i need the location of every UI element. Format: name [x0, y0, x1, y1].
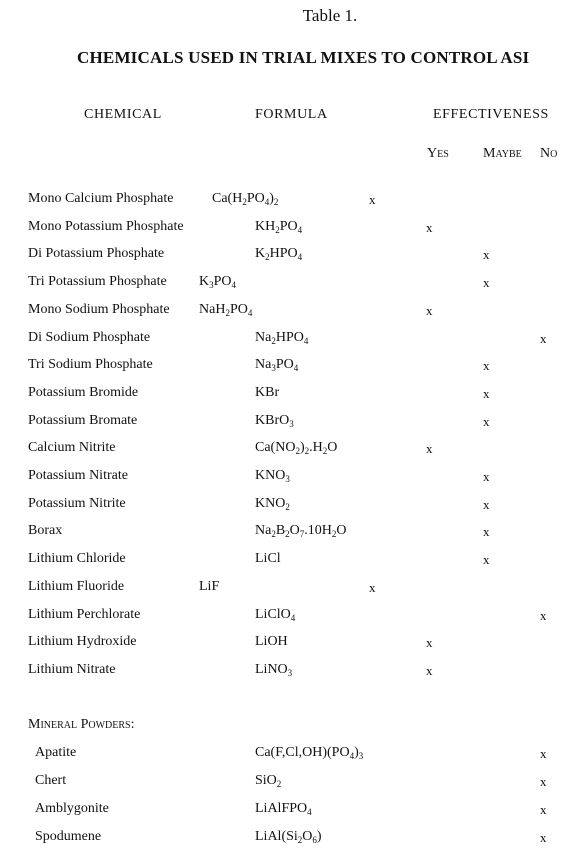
chemical-formula: $NaH_2PO_4$: [199, 301, 253, 318]
effectiveness-mark-maybe: x: [369, 579, 376, 595]
effectiveness-mark-maybe: x: [483, 496, 490, 512]
effectiveness-mark-maybe: x: [483, 385, 490, 401]
effectiveness-mark-no: x: [540, 607, 547, 623]
chemical-name: Lithium Fluoride: [28, 578, 125, 594]
chemical-formula: $K_3PO_4$: [199, 274, 237, 291]
chemical-name: Lithium Nitrate: [28, 661, 116, 677]
chemical-name: Amblygonite: [35, 801, 109, 816]
effectiveness-mark-yes: x: [426, 662, 433, 678]
chemical-name: Potassium Bromate: [28, 412, 138, 428]
chemical-name: Di Sodium Phosphate: [28, 329, 151, 345]
yes-column-header: Yes: [427, 146, 449, 161]
chemical-name: Potassium Bromide: [28, 384, 139, 400]
chemical-formula: KBr: [255, 384, 280, 400]
chemical-name: Calcium Nitrite: [28, 440, 116, 456]
formula-column-header: FORMULA: [255, 107, 328, 122]
chemical-formula: $KH_2PO_4$: [255, 218, 303, 235]
chemical-formula: $Na_2HPO_4$: [255, 329, 309, 346]
chemical-name: Spodumene: [35, 829, 102, 844]
chemical-name: Lithium Perchlorate: [28, 606, 141, 622]
table-label: Table 1.: [302, 6, 358, 25]
effectiveness-mark-maybe: x: [483, 275, 490, 291]
chemical-name: Potassium Nitrite: [28, 495, 126, 511]
effectiveness-mark-maybe: x: [483, 247, 490, 263]
effectiveness-column-header: EFFECTIVENESS: [433, 107, 549, 122]
chemical-name: Tri Potassium Phosphate: [28, 274, 167, 290]
effectiveness-mark-maybe: x: [483, 552, 490, 568]
chemical-formula: KBrO$_3$: [255, 412, 294, 429]
chemical-name: Borax: [28, 523, 63, 539]
effectiveness-mark-maybe: x: [483, 524, 490, 540]
effectiveness-mark-maybe: x: [369, 192, 376, 207]
chemical-name: Mono Calcium Phosphate: [28, 191, 174, 206]
chemical-formula: $KNO_2$: [255, 495, 290, 512]
chemical-name: Mono Sodium Phosphate: [28, 301, 170, 317]
maybe-column-header: Maybe: [483, 146, 522, 161]
chemical-name: Di Potassium Phosphate: [28, 246, 165, 262]
chemical-formula: $Na_3PO_4$: [255, 357, 299, 374]
effectiveness-mark-no: x: [540, 746, 547, 761]
effectiveness-mark-yes: x: [426, 635, 433, 651]
chemical-formula: SiO$_2$: [255, 773, 282, 789]
effectiveness-mark-maybe: x: [483, 413, 490, 429]
chemical-column-header: CHEMICAL: [84, 107, 162, 122]
chemical-formula: $Na_2B_2O_7.10H_2O$: [255, 523, 347, 540]
effectiveness-mark-no: x: [540, 330, 547, 346]
chemical-name: Lithium Hydroxide: [28, 634, 137, 650]
chemical-name: Tri Sodium Phosphate: [28, 357, 153, 373]
table-title: CHEMICALS USED IN TRIAL MIXES TO CONTROL ASI: [77, 48, 530, 67]
chemical-formula: LiF: [199, 578, 220, 594]
effectiveness-mark-no: x: [540, 774, 547, 789]
effectiveness-mark-no: x: [540, 802, 547, 817]
chemical-formula: $Ca(H_2PO_4)_2$: [212, 191, 279, 207]
chemical-formula: $KNO_3$: [255, 468, 290, 484]
no-column-header: No: [540, 146, 558, 161]
chemical-formula: $Ca(F,Cl,OH)(PO_4)_3$: [255, 745, 364, 761]
chemical-formula: LiOH: [255, 634, 288, 650]
chemical-name: Potassium Nitrate: [28, 468, 128, 483]
chemical-name: Mono Potassium Phosphate: [28, 218, 184, 234]
mineral-powders-section-label: Mineral Powders:: [28, 717, 135, 732]
chemical-name: Chert: [35, 773, 67, 788]
effectiveness-mark-maybe: x: [483, 469, 490, 484]
chemical-formula: LiCl: [255, 551, 281, 567]
chemical-formula: $K_2HPO_4$: [255, 246, 303, 263]
chemical-formula: LiClO$_4$: [255, 606, 296, 623]
chemical-formula: $LiAl(Si_2O_6)$: [255, 829, 322, 845]
chemical-name: Lithium Chloride: [28, 551, 126, 567]
chemical-formula: $Ca(NO_2)_2.H_2O$: [255, 440, 338, 457]
effectiveness-mark-yes: x: [426, 441, 433, 457]
chemical-formula: LiAlFPO$_4$: [255, 801, 312, 817]
effectiveness-mark-no: x: [540, 830, 547, 845]
effectiveness-mark-yes: x: [426, 219, 433, 235]
chemical-formula: LiNO$_3$: [255, 661, 293, 678]
chemical-name: Apatite: [35, 745, 77, 760]
effectiveness-mark-maybe: x: [483, 358, 490, 374]
effectiveness-mark-yes: x: [426, 302, 433, 318]
